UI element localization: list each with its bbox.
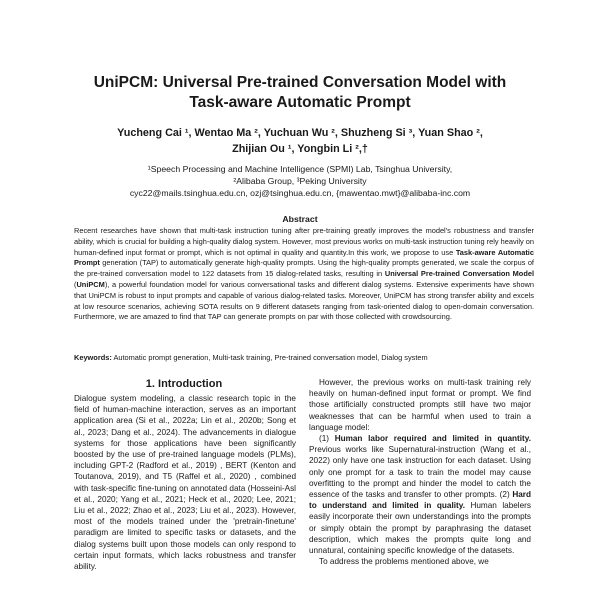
title-line-2: Task-aware Automatic Prompt [189, 94, 411, 111]
abstract-text-c: ( [74, 279, 77, 289]
keywords-label: Keywords: [74, 353, 112, 362]
p3-text-2: Human labelers easily incorporate their own understandings into the prompts or simply obtain the prompt by paraphrasing the dataset description, which makes the prompts quite long and unnatural, containing specific knowledge of the datasets. [309, 501, 531, 556]
affiliation-line-1: ¹Speech Processing and Machine Intelligence (SPMI) Lab, Tsinghua University, [147, 164, 453, 174]
abstract-tap: Task-aware Automatic Prompt [74, 247, 534, 268]
abstract-upcm: Universal Pre-trained Conversation Model [384, 269, 535, 279]
affiliations [60, 163, 540, 199]
p3-text-1: Previous works like Supernatural-instruction (Wang et al., 2022) only have one task instruction for each dataset. Using only one prompt for a task to train the model may cause overfitting to the prompt and hinder the model to catch the essence of the tasks and transfer to other prompts. (2) [309, 445, 531, 500]
intro-paragraph-1: Dialogue system modeling, a classic research topic in the field of human-machine interaction, serves as an important application area (Si et al., 2022a; Lin et al., 2020b; Song et al., 2023; Dang et al., 2024). The advancements in dialogue systems for those applications have been significantly boosted by the use of pre-trained language models (PLMs), including GPT-2 (Radford et al., 2019) , BERT (Kenton and Toutanova, 2019), and T5 (Raffel et al., 2020) , combined with task-specific fine-tuning on annotated data (Hosseini-Asl et al., 2020; Yang et al., 2021; Heck et al., 2020; Lee, 2021; Liu et al., 2022; Zhao et al., 2023; Liu et al., 2023). However, most of the models trained under the 'pretrain-finetune' paradigm are limited to specific tasks or datasets, and the dialog systems built upon those models can only respond to certain input formats, which lacks robustness and transfer ability. [74, 394, 296, 572]
affiliation-line-2: ²Alibaba Group, ³Peking University [233, 176, 367, 186]
affiliation-emails: cyc22@mails.tsinghua.edu.cn, ozj@tsinghua.edu.cn, {mawentao.mwt}@alibaba-inc.com [129, 188, 471, 198]
intro-left-column [74, 393, 296, 572]
abstract-text-b: generation (TAP) to automatically generate high-quality prompts. Using the high-quality prompts generated, we scale the corpus of the pre-trained conversation model to 122 datasets from 15 dialog-related tasks, resulting in [74, 258, 534, 279]
abstract-text-a: Recent researches have shown that multi-task instruction tuning after pre-training greatly improves the model's robustness and transfer ability, which is crucial for building a high-quality dialog system. However, most previous works on multi-task instruction tuning rely heavily on human-defined input format or prompt, which is not optimal in quality and quantity.In this work, we propose to use [74, 226, 534, 257]
authors-line-2: Zhijian Ou ¹, Yongbin Li ²,† [232, 143, 368, 155]
abstract-upcm-short: UniPCM [76, 279, 105, 289]
title-line-1: UniPCM: Universal Pre-trained Conversation Model with [93, 74, 507, 91]
keywords [74, 353, 534, 364]
authors-line-1: Yucheng Cai ¹, Wentao Ma ², Yuchuan Wu ², Shuzheng Si ³, Yuan Shao ², [117, 127, 483, 139]
intro-paragraph-2: However, the previous works on multi-task training rely heavily on human-defined input format or prompt. We find those artificially constructed prompts still have two major weaknesses that can be harmful when used to train a language model: [309, 378, 531, 432]
abstract-text-d: ), a powerful foundation model for various conversational tasks and different dialog systems. Extensive experiments have shown that UniPCM is robust to input prompts and capable of various dialog-related tasks. Moreover, UniPCM has strong transfer ability and excels at low resource scenarios, achieving SOTA results on 9 different datasets ranging from task-oriented dialog to open-domain conversation. Furthermore, we are amazed to find that TAP can generate prompts on par with those collected with crowdsourcing. [74, 279, 534, 322]
intro-paragraph-4: To address the problems mentioned above, we [319, 557, 489, 567]
abstract-heading: Abstract [282, 214, 318, 224]
p3-bold-1: Human labor required and limited in quantity. [334, 434, 531, 444]
p3-lead: (1) [319, 434, 335, 444]
section-heading-introduction: 1. Introduction [145, 378, 223, 390]
intro-right-column [309, 377, 531, 567]
keywords-text: Automatic prompt generation, Multi-task training, Pre-trained conversation model, Dialog system [111, 353, 428, 362]
abstract-body [74, 226, 534, 323]
p3-bold-2: Hard to understand and limited in quality. [309, 490, 531, 511]
paper-title [60, 73, 540, 113]
intro-paragraph-3 [309, 433, 531, 556]
author-list [60, 125, 540, 157]
